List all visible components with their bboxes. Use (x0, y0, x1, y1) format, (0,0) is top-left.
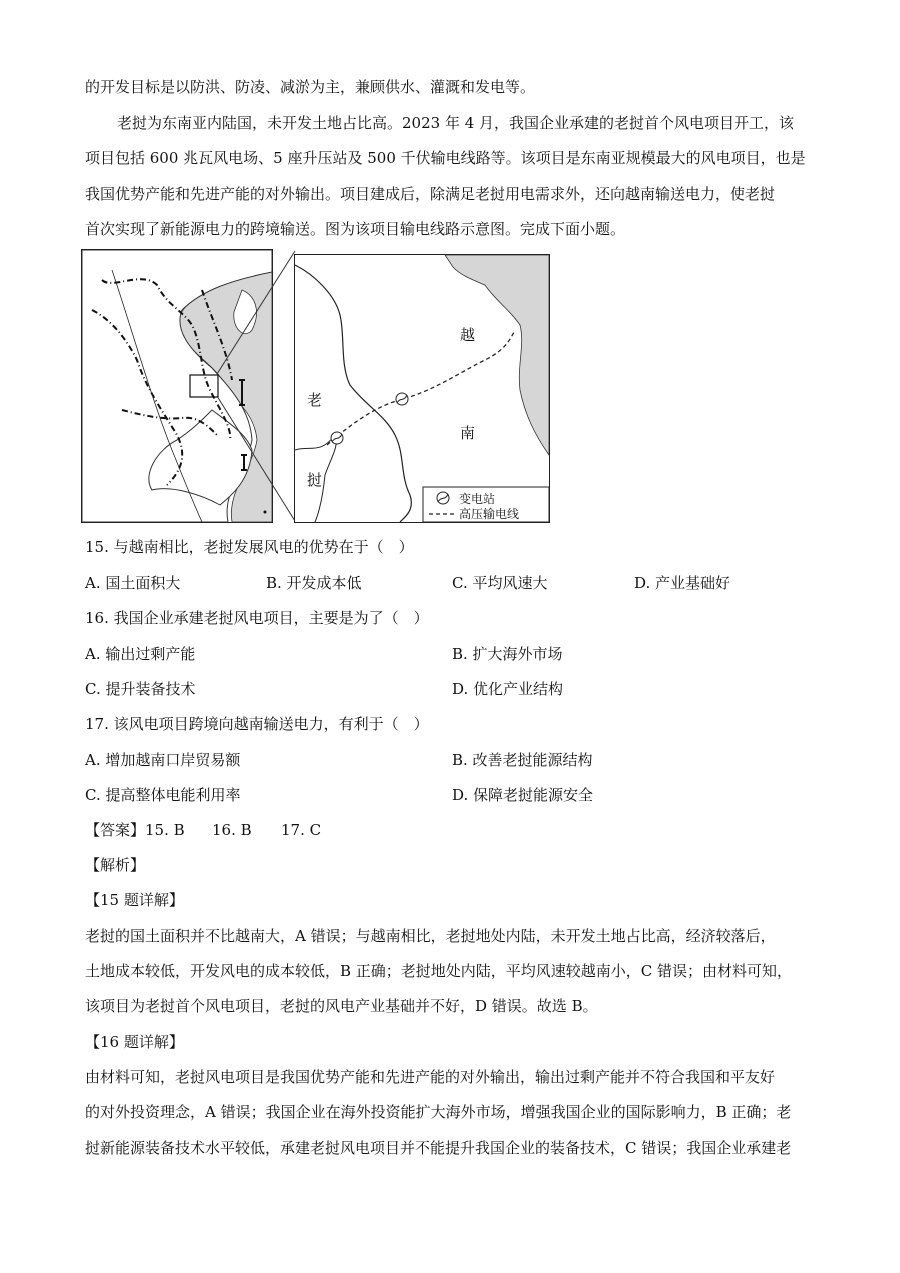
legend-substation-icon (437, 492, 449, 504)
intro-tail: 的开发目标是以防洪、防凌、减淤为主，兼顾供水、灌溉和发电等。 (85, 78, 536, 96)
label-vietnam-2: 南 (460, 424, 476, 442)
answer-16: 16. B (212, 821, 252, 839)
q16-detail-line: 挝新能源装备技术水平较低，承建老挝风电项目并不能提升我国企业的装备技术，C 错误；我国企业承建老 (85, 1139, 792, 1157)
q15-option-d: D. 产业基础好 (634, 574, 731, 592)
passage-line: 首次实现了新能源电力的跨境输送。图为该项目输电线路示意图。完成下面小题。 (85, 220, 626, 238)
question-15-stem: 15. 与越南相比，老挝发展风电的优势在于（ ） (85, 538, 414, 556)
q16-detail-line: 的对外投资理念，A 错误；我国企业在海外投资能扩大海外市场，增强我国企业的国际影响力，B 正确；老 (85, 1103, 792, 1121)
answer-17: 17. C (281, 821, 322, 839)
label-laos-2: 挝 (307, 471, 323, 489)
zoom-connector (215, 249, 300, 529)
substation-icon (396, 393, 408, 405)
inset-map (294, 254, 550, 523)
q16-detail-line: 由材料可知，老挝风电项目是我国优势产能和先进产能的对外输出，输出过剩产能并不符合我国和平友好 (85, 1068, 776, 1086)
q15-detail-line: 该项目为老挝首个风电项目，老挝的风电产业基础并不好，D 错误。故选 B。 (85, 997, 598, 1015)
q15-option-c: C. 平均风速大 (452, 574, 548, 592)
q16-option-a: A. 输出过剩产能 (85, 645, 196, 663)
q16-option-d: D. 优化产业结构 (452, 680, 564, 698)
label-laos-1: 老 (307, 391, 323, 409)
q16-option-b: B. 扩大海外市场 (452, 645, 563, 663)
q17-option-b: B. 改善老挝能源结构 (452, 751, 593, 769)
analysis-label: 【解析】 (85, 856, 146, 874)
q15-option-b: B. 开发成本低 (266, 574, 362, 592)
q17-option-d: D. 保障老挝能源安全 (452, 786, 594, 804)
q17-option-c: C. 提高整体电能利用率 (85, 786, 241, 804)
q17-option-a: A. 增加越南口岸贸易额 (85, 751, 241, 769)
q15-detail-line: 老挝的国土面积并不比越南大，A 错误；与越南相比，老挝地处内陆，未开发土地占比高，经济较落后， (85, 927, 776, 945)
inset-map-graphic (295, 255, 549, 522)
answer-15: 15. B (145, 821, 185, 839)
q16-detail-title: 【16 题详解】 (85, 1033, 184, 1051)
passage-line: 我国优势产能和先进产能的对外输出。项目建成后，除满足老挝用电需求外，还向越南输送电力，使老挝 (85, 185, 776, 203)
q15-option-a: A. 国土面积大 (85, 574, 181, 592)
passage-line: 老挝为东南亚内陆国，未开发土地占比高。2023 年 4 月，我国企业承建的老挝首个风电项目开工，该 (117, 114, 795, 132)
question-16-stem: 16. 我国企业承建老挝风电项目，主要是为了（ ） (85, 609, 429, 627)
substation-icon (331, 432, 343, 444)
q16-option-c: C. 提升装备技术 (85, 680, 196, 698)
q15-detail-line: 土地成本较低，开发风电的成本较低，B 正确；老挝地处内陆，平均风速较越南小，C 错误；由材料可知， (85, 962, 793, 980)
passage-line: 项目包括 600 兆瓦风电场、5 座升压站及 500 千伏输电线路等。该项目是东南亚规模最大的风电项目，也是 (85, 149, 806, 167)
legend-substation-label: 变电站 (459, 492, 496, 506)
q15-detail-title: 【15 题详解】 (85, 891, 184, 909)
label-vietnam-1: 越 (460, 326, 476, 344)
question-17-stem: 17. 该风电项目跨境向越南输送电力，有利于（ ） (85, 715, 429, 733)
answer-label: 【答案】 (85, 821, 146, 839)
legend-line-label: 高压输电线 (459, 507, 520, 521)
